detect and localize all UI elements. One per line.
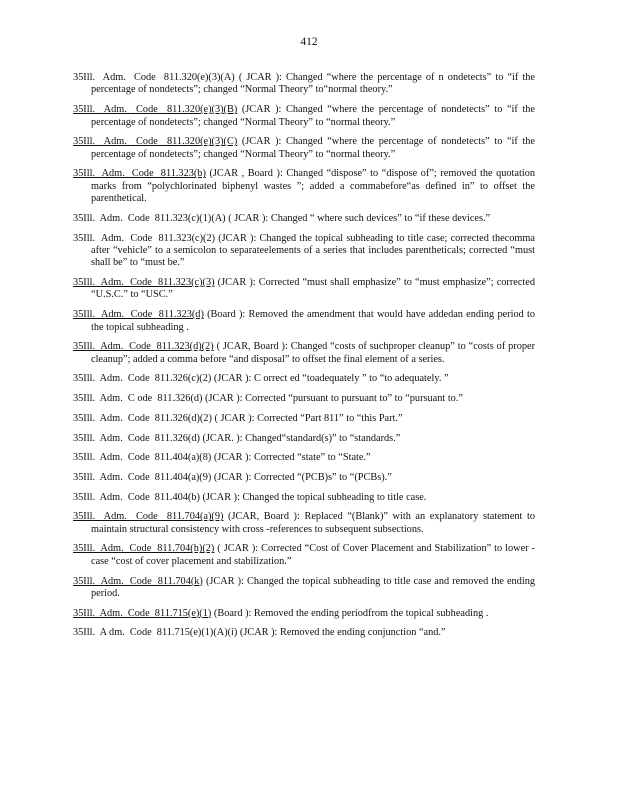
amendment-entry — [73, 543, 535, 568]
amendment-entry — [73, 104, 535, 129]
amendment-description: (JCAR , Board ): Changed “dispose” to “dispose of”; removed the quotation marks from “polychlorinated biphenyl wastes ”; added a commabefore“as defined in” to offset the parenthetical. — [91, 168, 536, 205]
amendment-description: (JCAR ): Corrected “(PCB)s” to “(PCBs).” — [211, 471, 392, 483]
code-citation: 35Ill. Adm. Code 811.323(c)(3) — [73, 277, 215, 289]
amendment-description: (Board ): Removed the amendment that would have addedan ending period to the topical subheading . — [91, 309, 535, 333]
amendment-description: (JCAR ): Corrected “must shall emphasize” to “must emphasize”; corrected “U.S.C.” to “USC.” — [91, 277, 535, 301]
amendment-description: (JCAR ): Changed the topical subheading to title case. — [199, 491, 427, 503]
amendment-entry — [73, 136, 535, 161]
code-citation: 35Ill. Adm. Code 811.323(d) — [73, 309, 204, 321]
amendment-description: ( JCAR ): Changed “where the percentage of n ondetects” to “if the percentage of nondetects”; changed “Normal Theory” to“normal theory.” — [91, 72, 535, 96]
amendment-description: (JCAR, Board ): Replaced “(Blank)” with an explanatory statement to maintain structural consistency with cross -references to subsequent subsections. — [91, 511, 535, 535]
amendment-entry — [73, 511, 535, 536]
code-citation: 35Ill. Adm. Code 811.323(d)(2) — [73, 341, 214, 353]
code-citation: 35Ill. Adm. Code 811.326(d)(2) — [73, 412, 212, 424]
amendment-entry — [73, 72, 535, 97]
code-citation: 35Ill. A dm. Code 811.715(e)(1)(A)(i) — [73, 627, 238, 639]
amendment-description: (JCAR. ): Changed“standard(s)” to “standards.” — [199, 432, 401, 444]
code-citation: 35Ill. Adm. Code 811.404(a)(8) — [73, 452, 212, 464]
amendment-entry — [73, 413, 535, 425]
code-citation: 35Ill. Adm. Code 811.323(b) — [73, 168, 206, 180]
code-citation: 35Ill. Adm. Code 811.404(a)(9) — [73, 471, 212, 483]
amendment-entry — [73, 213, 535, 225]
amendment-description: (JCAR ): Changed the topical subheading to title case and removed the ending period. — [91, 575, 536, 599]
amendment-entry — [73, 433, 535, 445]
amendment-description: (JCAR ): Changed the topical subheading to title case; corrected thecomma after “vehicle” to a semicolon to separateelements of a series that includes parentheticals; corrected “must shall be” to “must be.” — [91, 232, 535, 269]
amendment-description: (JCAR ): Changed “where the percentage of nondetects” to “if the percentage of nondetects”; changed “Normal Theory” to “normal theory.” — [91, 136, 535, 160]
code-citation: 35Ill. Adm. Code 811.320(e)(3)(A) — [73, 72, 235, 83]
amendment-entry — [73, 277, 535, 302]
amendment-entry — [73, 393, 535, 405]
amendment-entry — [73, 309, 535, 334]
amendment-entry — [73, 576, 535, 601]
amendment-entry — [73, 608, 535, 620]
amendment-description: (JCAR ): Corrected “state” to “State.” — [211, 452, 371, 464]
amendment-description: ( JCAR, Board ): Changed “costs of suchproper cleanup” to “costs of proper cleanup”; added a comma before “and disposal” to offset the final element of a series. — [91, 341, 535, 365]
amendment-entry — [73, 373, 535, 385]
code-citation: 35Ill. Adm. Code 811.320(e)(3)(C) — [73, 136, 238, 148]
amendment-description: (Board ): Removed the ending periodfrom the topical subheading . — [211, 607, 489, 619]
code-citation: 35Ill. Adm. Code 811.323(c)(2) — [73, 232, 216, 244]
amendment-entry — [73, 472, 535, 484]
amendment-description: ( JCAR ): Corrected “Cost of Cover Placement and Stabilization” to lower -case “cost of cover placement and stabilization.” — [91, 543, 535, 567]
amendment-description: (JCAR ): Changed “where the percentage of nondetects” to “if the percentage of nondetects”; changed “Normal Theory” to “normal theory.” — [91, 104, 535, 128]
page-number: 412 — [300, 36, 318, 48]
amendment-entry — [73, 168, 535, 205]
amendment-entry — [73, 233, 535, 270]
amendment-list — [73, 72, 535, 647]
code-citation: 35Ill. Adm. Code 811.326(c)(2) — [73, 373, 212, 385]
amendment-description: ( JCAR ): Corrected “Part 811” to “this Part.” — [211, 412, 403, 424]
code-citation: 35Ill. Adm. Code 811.323(c)(1)(A) — [73, 212, 226, 224]
amendment-entry — [73, 452, 535, 464]
amendment-description: (JCAR ): C orrect ed “toadequately ” to “to adequately. ” — [211, 373, 449, 385]
code-citation: 35Ill. Adm. Code 811.404(b) — [73, 491, 200, 503]
code-citation: 35Ill. Adm. Code 811.320(e)(3)(B) — [73, 104, 238, 116]
code-citation: 35Ill. Adm. Code 811.704(h)(2) — [73, 543, 215, 555]
amendment-description: (JCAR ): Removed the ending conjunction “and.” — [237, 627, 446, 639]
amendment-description: ( JCAR ): Changed “ where such devices” to “if these devices.” — [225, 212, 491, 224]
code-citation: 35Ill. Adm. Code 811.704(k) — [73, 575, 203, 587]
amendment-entry — [73, 492, 535, 504]
amendment-description: (JCAR ): Corrected “pursuant to pursuant to” to “pursuant to.” — [202, 393, 463, 405]
amendment-entry — [73, 627, 535, 639]
code-citation: 35Ill. Adm. C ode 811.326(d) — [73, 393, 203, 405]
code-citation: 35Ill. Adm. Code 811.704(a)(9) — [73, 511, 224, 523]
code-citation: 35Ill. Adm. Code 811.326(d) — [73, 432, 200, 444]
amendment-entry — [73, 341, 535, 366]
code-citation: 35Ill. Adm. Code 811.715(e)(1) — [73, 607, 212, 619]
